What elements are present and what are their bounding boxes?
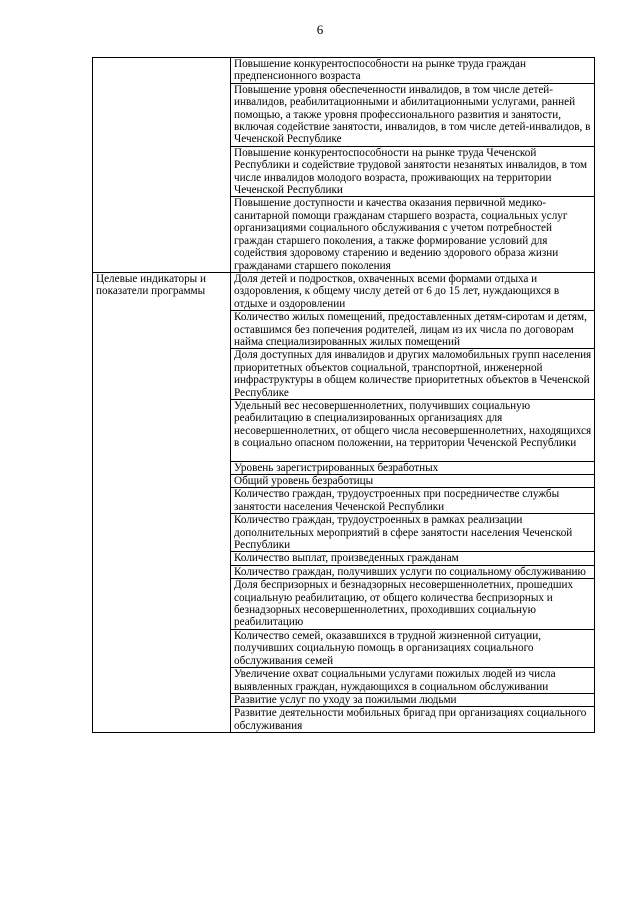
empty-cell [93,514,231,552]
empty-cell [93,629,231,667]
indicator-cell: Доля беспризорных и безнадзорных несовершеннолетних, прошедших социальную реабилитацию, от общего количества беспризорных и безнадзорных несовершеннолетних, проходивших социальную реабилитацию [231,579,595,630]
indicator-cell: Доля детей и подростков, охваченных всеми формами отдыха и оздоровления, к общему числу детей от 6 до 15 лет, нуждающихся в отдыхе и оздоровлении [231,272,595,310]
indicator-cell: Количество выплат, произведенных гражданам [231,552,595,565]
section-title: Целевые индикаторы и показатели программы [93,272,231,310]
empty-cell [93,349,231,400]
indicator-cell: Количество жилых помещений, предоставленных детям-сиротам и детям, оставшимся без попечения родителей, лицам из их числа по договорам найма специализированных жилых помещений [231,311,595,349]
indicator-cell: Удельный вес несовершеннолетних, получивших социальную реабилитацию в специализированных организациях для несовершеннолетних, от общего числа несовершеннолетних, находящихся в социально опасном положении, на территории Чеченской Республики [231,399,595,461]
table-row [93,514,595,552]
table-row [93,399,595,461]
empty-cell [93,461,231,474]
indicator-cell: Развитие деятельности мобильных бригад при организациях социального обслуживания [231,707,595,733]
empty-cell [93,707,231,733]
empty-cell [93,552,231,565]
indicator-cell: Количество граждан, получивших услуги по социальному обслуживанию [231,565,595,578]
indicator-cell: Уровень зарегистрированных безработных [231,461,595,474]
indicator-cell: Доля доступных для инвалидов и других маломобильных групп населения приоритетных объектов социальной, транспортной, инженерной инфраструктуры в общем количестве приоритетных объектов в Чеченской Республике [231,349,595,400]
indicator-cell: Развитие услуг по уходу за пожилыми людьми [231,693,595,706]
indicator-cell: Общий уровень безработицы [231,475,595,488]
indicator-cell: Количество граждан, трудоустроенных при посредничестве службы занятости населения Чеченской Республики [231,488,595,514]
indicator-cell: Увеличение охват социальными услугами пожилых людей из числа выявленных граждан, нуждающихся в социальном обслуживании [231,668,595,694]
goal-cell: Повышение конкурентоспособности на рынке труда Чеченской Республики и содействие трудовой занятости незанятых инвалидов, в том числе инвалидов молодого возраста, проживающих на территории Чеченской Республики [231,146,595,197]
indicator-cell: Количество граждан, трудоустроенных в рамках реализации дополнительных мероприятий в сфере занятости населения Чеченской Республики [231,514,595,552]
goal-cell: Повышение уровня обеспеченности инвалидов, в том числе детей-инвалидов, реабилитационными и абилитационными услугами, ранней помощью, а также уровня профессионального развития и занятости, включая содействие занятости, инвалидов, в том числе детей-инвалидов, в Чеченской Республике [231,83,595,146]
page-number: 6 [316,22,324,37]
table-row [93,707,595,733]
indicator-cell: Количество семей, оказавшихся в трудной жизненной ситуации, получивших социальную помощь в организациях социального обслуживания семей [231,629,595,667]
table-row [93,565,595,578]
table-row [93,488,595,514]
program-passport-table [92,57,592,733]
table-row [93,197,595,272]
table-row [93,58,595,84]
table-row [93,693,595,706]
empty-cell [93,197,231,272]
empty-cell [93,146,231,197]
empty-cell [93,579,231,630]
goal-cell: Повышение конкурентоспособности на рынке труда граждан предпенсионного возраста [231,58,595,84]
table-row [93,146,595,197]
table-row [93,552,595,565]
goal-cell: Повышение доступности и качества оказания первичной медико-санитарной помощи гражданам старшего возраста, социальных услуг организациями социального обслуживания с учетом потребностей граждан старшего поколения, а также формирование условий для содействия здоровому старению и ведению здорового образа жизни гражданами старшего поколения [231,197,595,272]
empty-cell [93,668,231,694]
empty-cell [93,565,231,578]
table-row [93,629,595,667]
empty-cell [93,311,231,349]
empty-cell [93,399,231,461]
empty-cell [93,488,231,514]
empty-cell [93,693,231,706]
table-row [93,83,595,146]
table-row [93,475,595,488]
table-row [93,311,595,349]
empty-cell [93,83,231,146]
empty-cell [93,58,231,84]
empty-cell [93,475,231,488]
table-row [93,461,595,474]
table-row [93,349,595,400]
table-row [93,579,595,630]
table-row [93,668,595,694]
table-row [93,272,595,310]
